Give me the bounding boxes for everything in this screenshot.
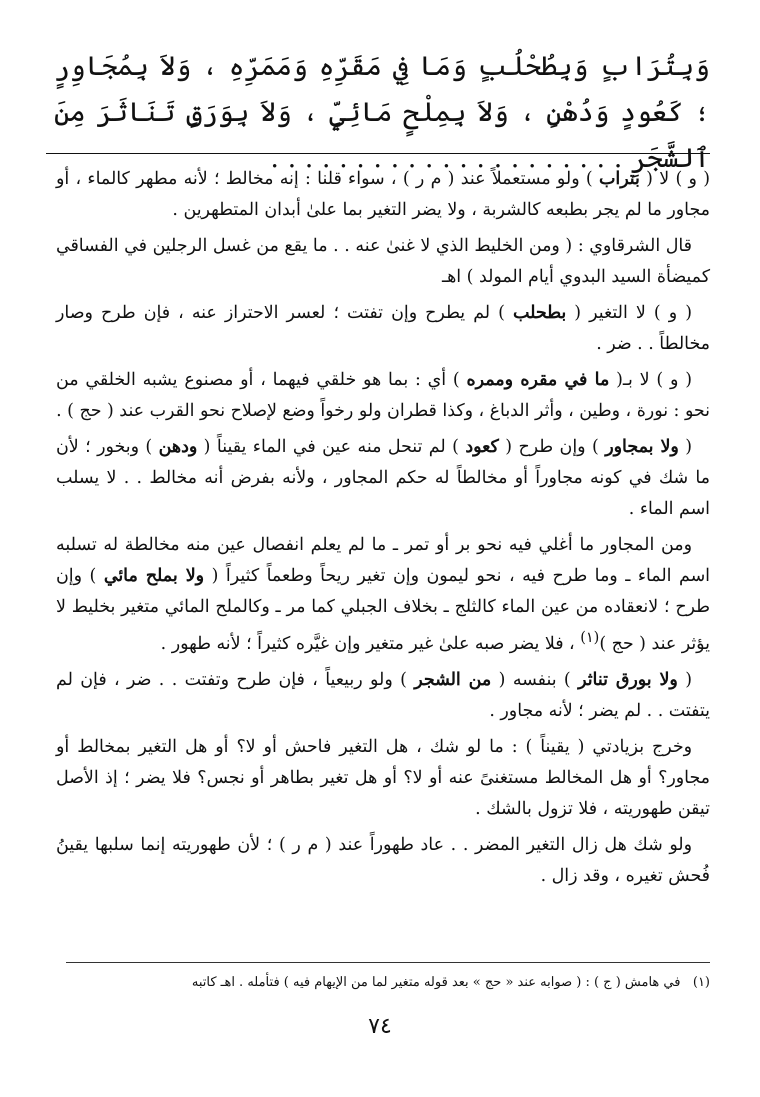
- commentary-paragraph: قال الشرقاوي : ( ومن الخليط الذي لا غنىٰ عنه . . ما يقع من غسل الرجلين في الفساقي كميضأة السيد البدوي أيام المولد ) اهـ: [56, 236, 710, 287]
- footnote-number: (١): [692, 975, 710, 990]
- footnote-marker[interactable]: (١): [580, 630, 600, 646]
- commentary-paragraph: ( و ) لا بـ( ما في مقره وممره ) أي : بما هو خلقي فيهما ، أو مصنوع يشبه الخلقي من نحو : نورة ، وطين ، وأثر الدباغ ، وكذا قطران ولو رخواً وضع لإصلاح نحو القرب عند ( حج ) .: [56, 370, 710, 421]
- commentary-paragraph: وخرج بزيادتي ( يقيناً ) : ما لو شك ، هل التغير فاحش أو لا؟ أو هل التغير بمخالط أو مجاور؟ أو هل المخالط مستغنىً عنه أو لا؟ أو هل تغير بطاهر أو نجس؟ فلا يضر ؛ إذ الأصل تيقن طهوريته ، فلا تزول بالشك .: [56, 736, 710, 819]
- commentary-paragraph: ومن المجاور ما أغلي فيه نحو بر أو تمر ـ ما لم يعلم انفصال عين منه مخالطة له تسلبه اسم الماء ـ وما طرح فيه ، نحو ليمون وإن تغير ريحاً وطعماً كثيراً ( ولا بملح مائي ) وإن طرح ؛ لانعقاده من عين الماء كالثلج ـ بخلاف الجبلي كما مر ـ وكالملح المائي متغير بخليط لا يؤثر عند ( حج )$^{(١)}$ ، فلا يضر صبه علىٰ غير متغير وإن غيَّره كثيراً ؛ لأنه طهور .: [56, 535, 710, 654]
- commentary-paragraph: ( ولا بورق تناثر ) بنفسه ( من الشجر ) ولو ربيعياً ، فإن طرح وتفتت . . ضر ، فإن لم يتفتت . . لم يضر ؛ لأنه مجاور .: [56, 669, 710, 721]
- commentary-paragraph: ( و ) لا التغير ( بطحلب ) لم يطرح وإن تفتت ؛ لعسر الاحتراز عنه ، فإن طرح وصار مخالطاً . . ضر .: [56, 303, 710, 354]
- commentary-paragraph: ( ولا بمجاور ) وإن طرح ( كعود ) لم تنحل منه عين في الماء يقيناً ( ودهن ) وبخور ؛ لأن ما شك في كونه مجاوراً أو مخالطاً له حكم المجاور ، ولأنه بفرض أنه مخالط . . لا يسلب اسم الماء .: [56, 437, 710, 519]
- commentary-paragraph: ( و ) لا ( بتراب ) ولو مستعملاً عند ( م ر ) ، سواء قلنا : إنه مخالط ؛ لأنه مطهر كالماء ، أو مجاور ما لم يجر بطبعه كالشربة ، ولا يضر التغير بما علىٰ أبدان المتطهرين .: [56, 169, 710, 220]
- sharh-commentary: [56, 164, 710, 897]
- footnote-text: في هامش ( ج ) : ( صوابه عند « حج » بعد قوله متغير لما من الإيهام فيه ) فتأمله . اهـ كاتبه: [191, 975, 681, 990]
- footnote-separator: [66, 962, 710, 963]
- matn-quote: ما في مقره وممره: [466, 370, 610, 390]
- matn-text: وَبِتُرَابٍ وَبِطُحْلُبٍ وَمَا فِي مَقَرِّهِ وَمَمَرِّهِ ، وَلاَ بِمُجَاوِرٍ ؛ كَعُودٍ وَدُهْنٍ ، وَلاَ بِمِلْحٍ مَائِيٍّ ، وَلاَ بِوَرَقٍ تَنَاثَرَ مِنَ ٱلشَّجَرِ . . . . . . . . . . . . . . . . . . . . .: [54, 51, 710, 174]
- matn-quote: ودهن: [158, 437, 198, 457]
- footnote: [70, 972, 710, 994]
- matn-quote: ولا بمجاور: [605, 437, 679, 457]
- matn-quote: بتراب: [598, 169, 640, 189]
- commentary-paragraph: ولو شك هل زال التغير المضر . . عاد طهوراً عند ( م ر ) ؛ لأن طهوريته إنما سلبها يقينُ فُحش تغيره ، وقد زال .: [56, 834, 710, 886]
- matn-quote: ولا بورق تناثر: [578, 669, 678, 690]
- matn-quote: من الشجر: [414, 669, 492, 690]
- matn-quote: بطحلب: [513, 303, 567, 323]
- page-number: ٧٤: [368, 1014, 392, 1039]
- matn-quote: كعود: [465, 437, 499, 457]
- matn-quote: ولا بملح مائي: [103, 566, 205, 586]
- text-separator-line: [46, 153, 710, 154]
